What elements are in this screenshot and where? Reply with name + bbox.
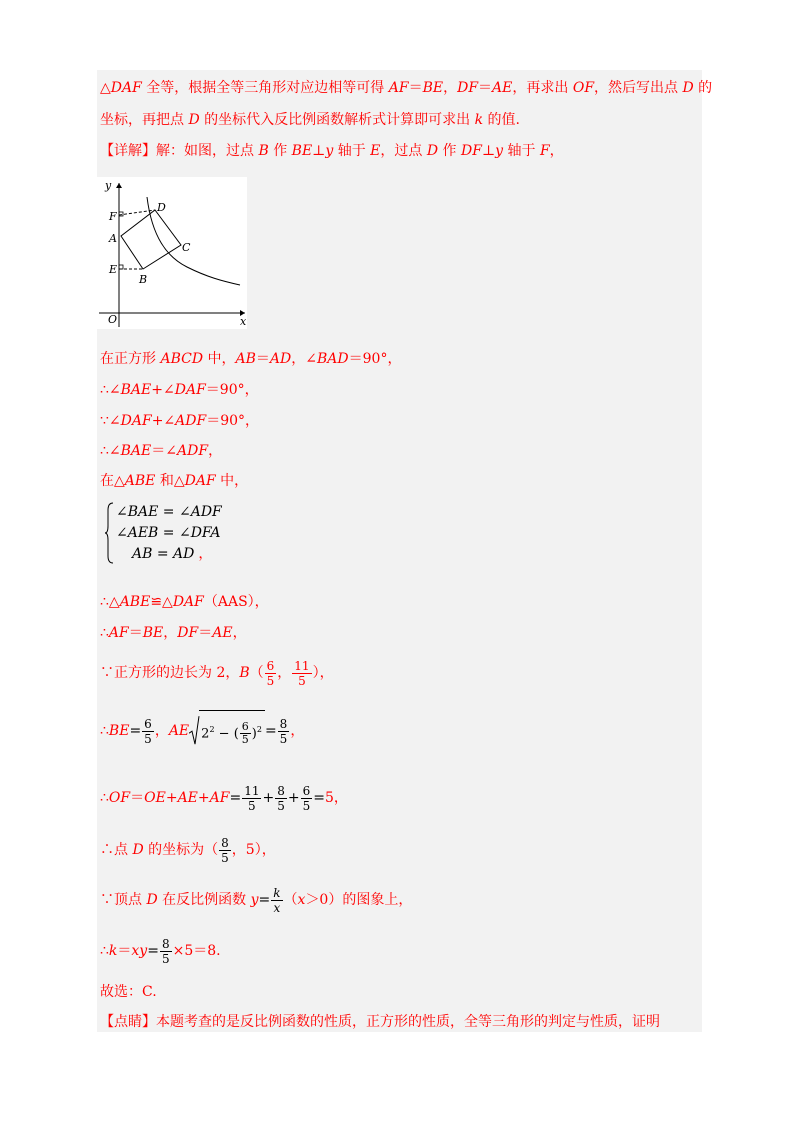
- text-line-1: △DAF 全等，根据全等三角形对应边相等可得 AF＝BE，DF＝AE，再求出 OF，然后写出点 D 的: [100, 80, 713, 96]
- fraction: $\frac{11}{5}$: [294, 658, 310, 688]
- label-d: D: [157, 201, 166, 214]
- text-line-16: ∴k＝xy= $\frac{8}{5}$ ×5＝8.: [100, 936, 221, 966]
- fraction: $\frac{6}{5}$: [144, 716, 152, 746]
- label-b: B: [139, 273, 148, 286]
- detail-tag: 【详解】: [100, 143, 156, 159]
- system-row-3: AB = AD ，: [132, 546, 213, 562]
- text-line-12: ∴BE= $\frac{6}{5}$ ，AE $2^2$ − ( $\frac{6}{5}$ )$^2$ = $\frac{8}{5}$ ，: [100, 710, 304, 752]
- comment-tag: 【点睛】: [100, 1014, 156, 1030]
- square-root: $2^2$ − ( $\frac{6}{5}$ )$^2$: [189, 710, 265, 752]
- text-line-10: ∴AF＝BE，DF＝AE，: [100, 625, 247, 641]
- text-line-5: ∴∠BAE+∠DAF＝90°，: [100, 382, 259, 398]
- system-row-2: ∠AEB = ∠DFA: [116, 525, 221, 541]
- label-f: F: [109, 210, 117, 223]
- text-line-7: ∴∠BAE＝∠ADF，: [100, 443, 223, 459]
- text-line-8: 在△ABE 和△DAF 中，: [100, 473, 249, 489]
- text-line-14: ∴点 D 的坐标为（ $\frac{8}{5}$ ，5），: [100, 835, 276, 865]
- fraction: $\frac{8}{5}$: [221, 835, 229, 865]
- text-line-11: ∵正方形的边长为 2，B（ $\frac{6}{5}$ ， $\frac{11}{5}$ ），: [100, 658, 334, 688]
- equation-system: [104, 502, 222, 564]
- fraction: $\frac{11}{5}$: [244, 783, 260, 813]
- text-line-15: ∵顶点 D 在反比例函数 y= $\frac{k}{x}$ （x＞0）的图象上，: [100, 885, 413, 915]
- text-line-3: 【详解】解：如图，过点 B 作 BE⊥y 轴于 E，过点 D 作 DF⊥y 轴于 F，: [100, 143, 564, 159]
- fraction: $\frac{8}{5}$: [161, 936, 170, 966]
- text-line-9: ∴△ABE≌△DAF（AAS），: [100, 594, 269, 610]
- geometry-figure: [97, 177, 247, 329]
- fraction: $\frac{6}{5}$: [266, 658, 275, 688]
- label-e: E: [109, 263, 118, 276]
- label-a: A: [109, 232, 117, 245]
- y-axis-arrow: [116, 183, 122, 188]
- fraction: $\frac{8}{5}$: [277, 783, 285, 813]
- text-line-13: ∴OF＝OE+AE+AF= $\frac{11}{5}$ + $\frac{8}{5}$ + $\frac{6}{5}$ =5，: [100, 783, 348, 813]
- label-x: x: [240, 315, 247, 328]
- fraction: $\frac{k}{x}$: [273, 885, 281, 915]
- system-row-1: ∠BAE = ∠ADF: [116, 504, 222, 520]
- text-line-6: ∵∠DAF+∠ADF＝90°，: [100, 413, 260, 429]
- label-y: y: [105, 179, 112, 192]
- text-line-17: 故选：C.: [100, 984, 157, 1000]
- text-line-18: 【点睛】本题考查的是反比例函数的性质，正方形的性质，全等三角形的判定与性质，证明: [100, 1014, 660, 1030]
- label-c: C: [182, 241, 191, 254]
- text-line-2: 坐标，再把点 D 的坐标代入反比例函数解析式计算即可求出 k 的值.: [100, 112, 520, 128]
- left-brace: [104, 502, 114, 564]
- coordinate-diagram: [97, 177, 247, 329]
- fraction: $\frac{6}{5}$: [302, 783, 311, 813]
- right-angle-mark-e: [119, 265, 123, 269]
- text-line-4: 在正方形 ABCD 中，AB＝AD，∠BAD＝90°，: [100, 351, 402, 367]
- label-o: O: [108, 313, 118, 326]
- fraction: $\frac{8}{5}$: [279, 716, 288, 746]
